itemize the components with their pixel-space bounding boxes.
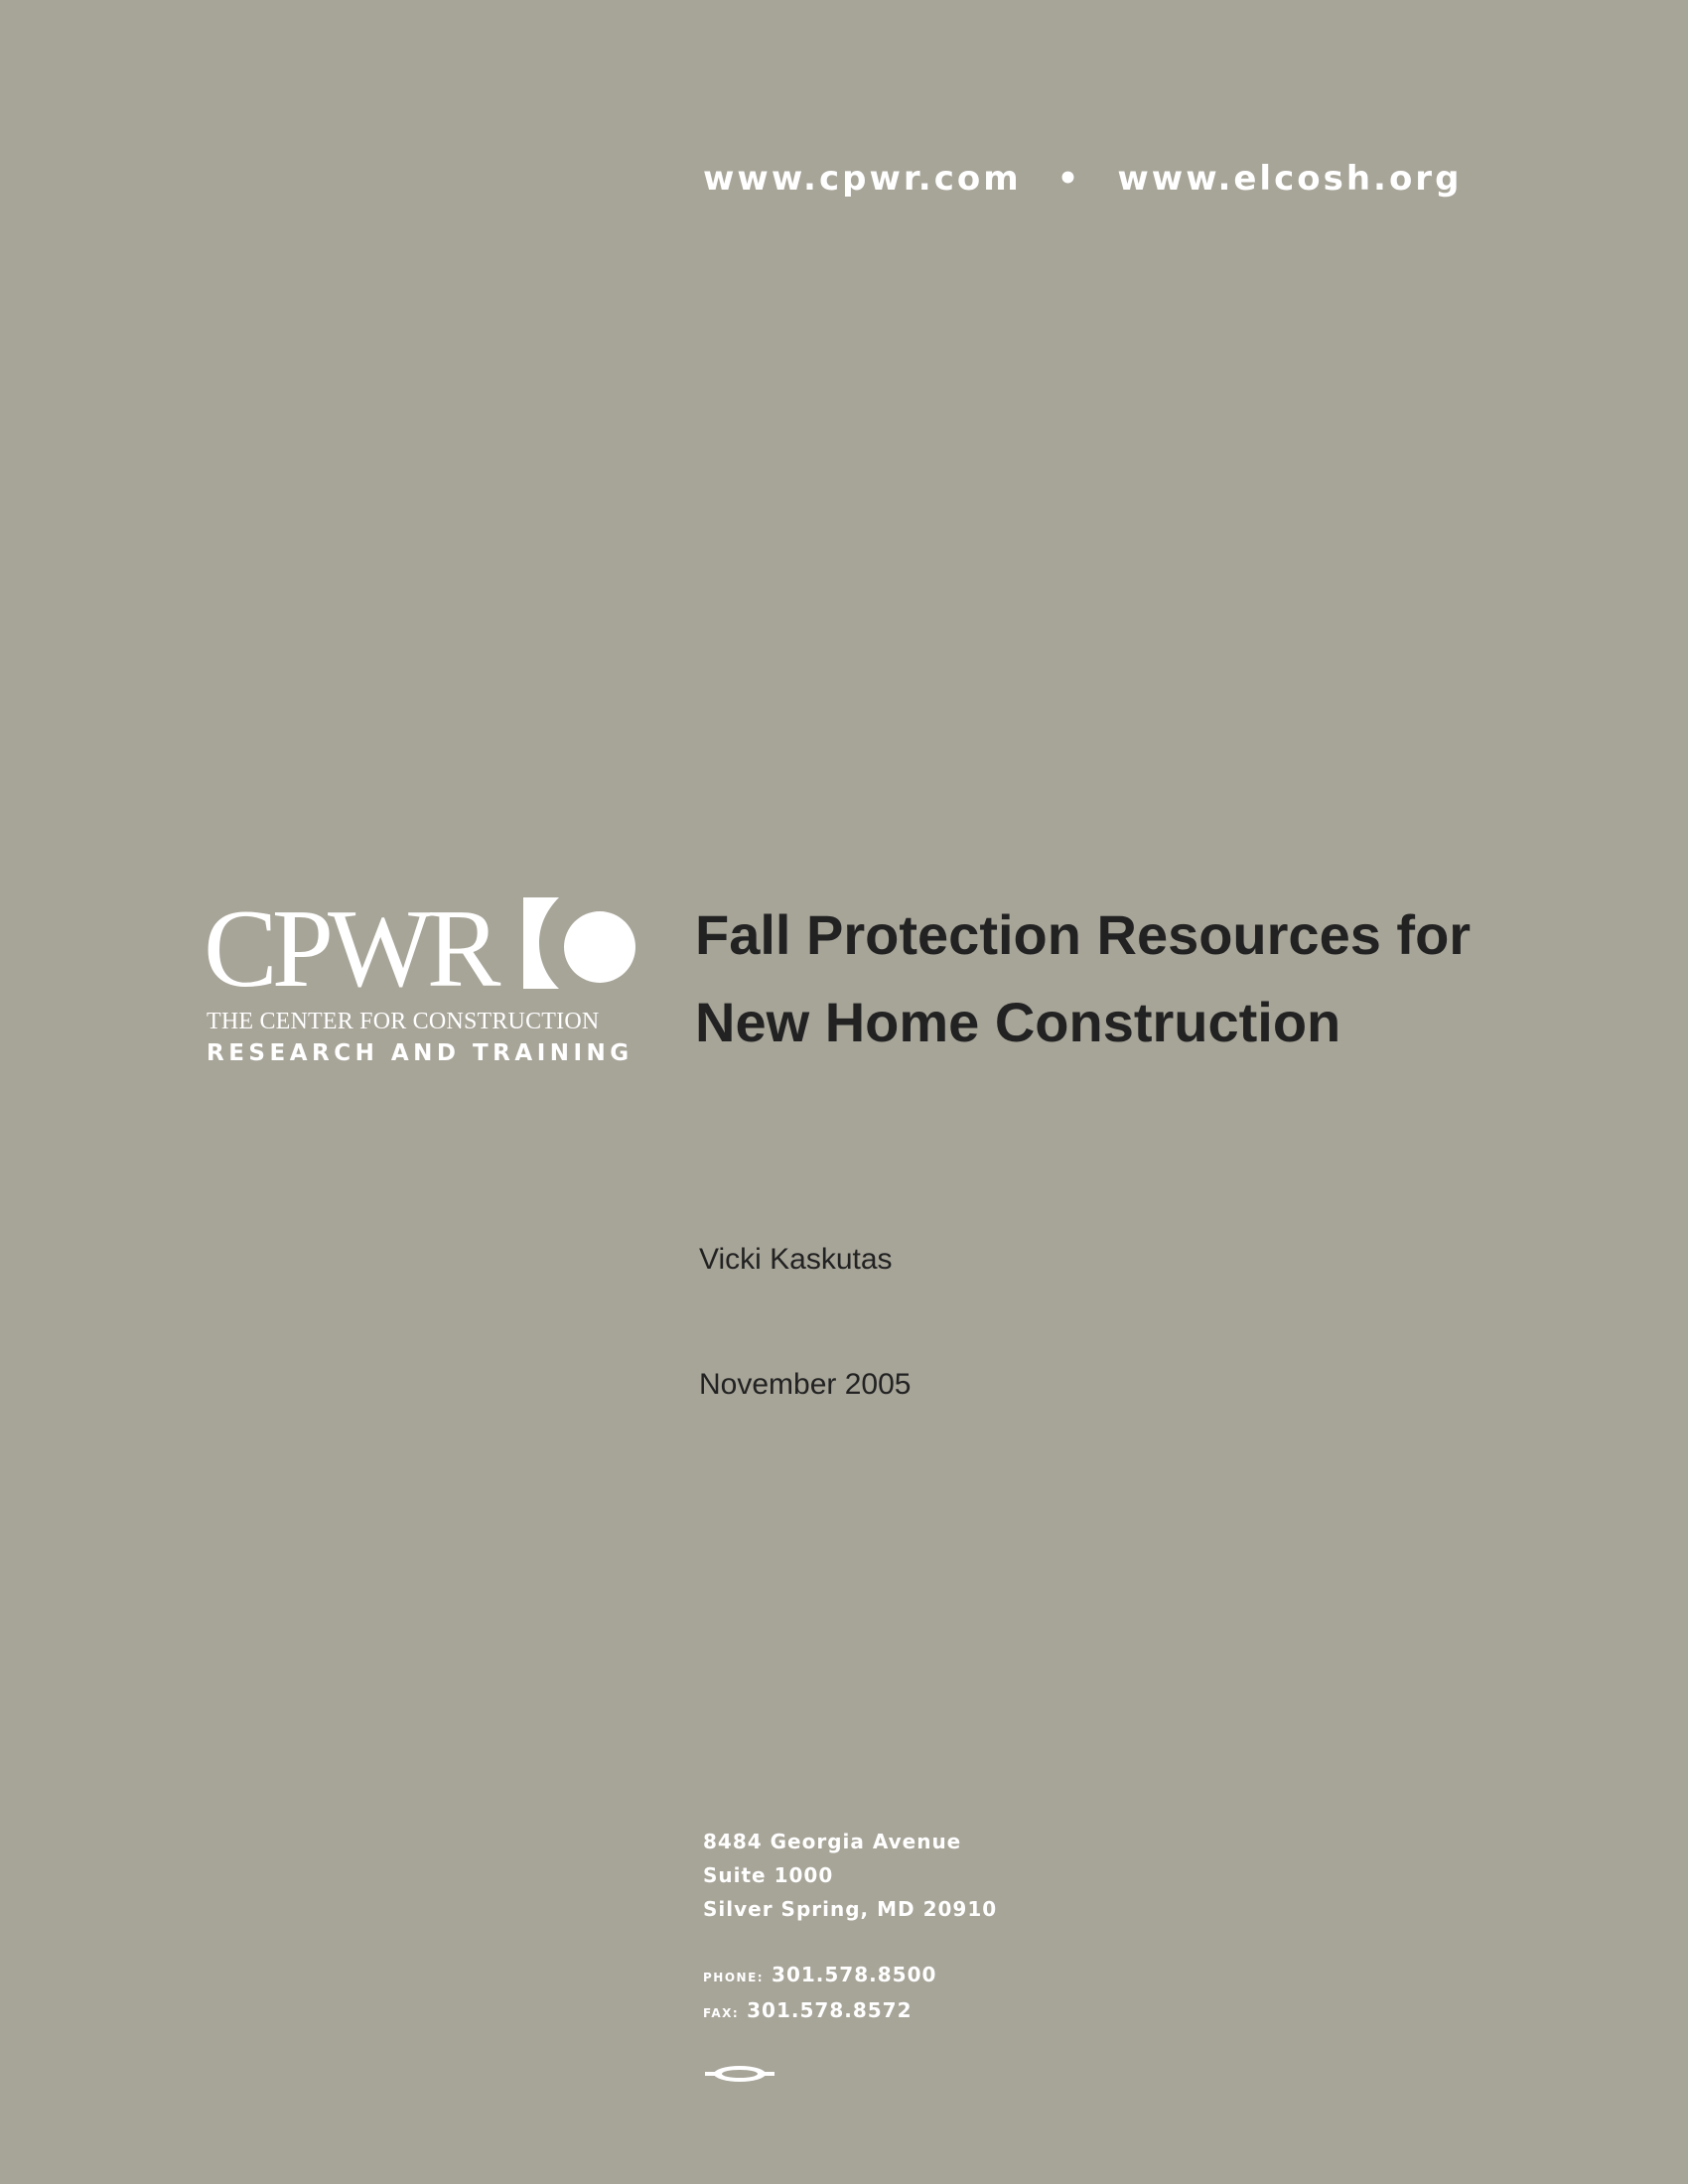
- phone-label: PHONE:: [703, 1971, 765, 1984]
- phone-number: 301.578.8500: [772, 1963, 937, 1986]
- logo-tagline-line1: THE CENTER FOR CONSTRUCTION: [207, 1009, 600, 1034]
- cpwr-website-link[interactable]: www.cpwr.com: [703, 159, 1022, 199]
- document-title: [695, 891, 1589, 1066]
- union-label-icon: [703, 2063, 776, 2085]
- address-street: 8484 Georgia Avenue: [703, 1830, 962, 1853]
- title-line1: Fall Protection Resources for: [695, 903, 1472, 966]
- dot-icon: [564, 911, 635, 983]
- elcosh-website-link[interactable]: www.elcosh.org: [1117, 159, 1463, 199]
- mailing-address: [703, 1825, 997, 1926]
- header-urls: [703, 159, 1462, 199]
- url-separator: •: [1056, 159, 1082, 199]
- bracket-icon: [523, 897, 561, 989]
- phone-row: [703, 1959, 936, 1994]
- fax-label: FAX:: [703, 2006, 740, 2020]
- address-city: Silver Spring, MD 20910: [703, 1897, 998, 1921]
- fax-number: 301.578.8572: [747, 1998, 913, 2022]
- author-name: Vicki Kaskutas: [699, 1243, 893, 1276]
- contact-info: [703, 1959, 936, 2030]
- address-suite: Suite 1000: [703, 1863, 834, 1887]
- cpwr-logo: [204, 887, 640, 1072]
- logo-wordmark: CPWR: [204, 887, 495, 1011]
- logo-tagline-line2: RESEARCH AND TRAINING: [207, 1040, 633, 1066]
- title-line2: New Home Construction: [695, 991, 1341, 1053]
- fax-row: [703, 1994, 936, 2030]
- publication-date: November 2005: [699, 1368, 912, 1401]
